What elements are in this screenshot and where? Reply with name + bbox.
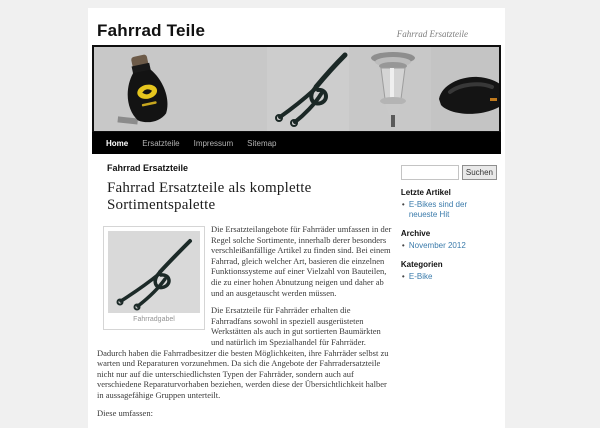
category-link[interactable]: E-Bike <box>408 272 433 281</box>
search-input[interactable] <box>401 165 459 180</box>
paragraph-2: Die Ersatzteile für Fahrräder erhalten die Fahrradfans sowohl in speziell ausgerüsteten Werkstätten als auch in gut sortierten Baumärkten und natürlich im Spezialhandel für Fahrräder. Dadurch haben die Fahrradbesitzer die besten Möglichkeiten, ihre Fahrräder selbst zu warten und Reparaturen vorzunehmen. Da sich die Angebote der Fahrradersatzteile nicht nur auf die unterschiedlichsten Typen der Fahrräder, sondern auch auf verschiedene Reparaturvorhaben beziehen, werden diese der Übersichtlichkeit halber in aussagefähige Gruppen unterteilt. <box>97 305 389 400</box>
page-container <box>88 8 505 428</box>
widget-title-archive: Archive <box>400 229 431 238</box>
entry-title: Fahrrad Ersatzteile als komplette Sortimentspalette <box>107 180 312 213</box>
list-item <box>401 241 497 251</box>
paragraph-3: Diese umfassen: <box>97 407 153 418</box>
main-navigation <box>92 132 501 154</box>
site-header <box>88 8 505 45</box>
archive-link[interactable]: November 2012 <box>408 241 466 250</box>
search-button[interactable]: Suchen <box>462 165 497 180</box>
nav-item-home[interactable]: Home <box>106 138 129 148</box>
entry-content <box>97 224 393 418</box>
list-item <box>401 272 497 282</box>
site-description: Fahrrad Ersatzteile <box>396 29 468 39</box>
recent-post-link[interactable]: E-Bikes sind der neueste Hit <box>408 200 468 219</box>
content-area <box>88 154 505 425</box>
page-title: Fahrrad Ersatzteile <box>107 163 189 173</box>
widget-title-categories: Kategorien <box>400 260 443 269</box>
search-form <box>401 165 497 180</box>
list-item <box>401 200 497 220</box>
nav-item-impressum[interactable]: Impressum <box>193 138 234 148</box>
widget-categories <box>401 260 497 282</box>
nav-item-ersatzteile[interactable]: Ersatzteile <box>142 138 180 148</box>
widget-title-recent-posts: Letzte Artikel <box>400 188 451 197</box>
banner-products-graphic <box>94 47 501 131</box>
paragraph-1: Die Ersatzteilangebote für Fahrräder umfassen in der Regel solche Sortimente, innerhalb derer besonders verschleißanfällige Artikel zu finden sind. Bei einem Fahrrad, gleich welcher Art, basieren die einzelnen Funktionssysteme auf einer Vielzahl von Bauteilen, die zu einer hohen Abnutzung neigen und daher ab und an ausgetauscht werden müssen. <box>211 224 392 298</box>
article-image-frame <box>103 226 205 330</box>
article <box>97 163 393 425</box>
site-title-link[interactable]: Fahrrad Teile <box>97 21 206 40</box>
sidebar <box>401 163 497 425</box>
fork-drawing-icon <box>108 231 200 313</box>
image-caption: Fahrradgabel <box>133 316 175 323</box>
widget-archive <box>401 229 497 251</box>
fork-image <box>108 231 200 313</box>
nav-item-sitemap[interactable]: Sitemap <box>247 138 277 148</box>
widget-recent-posts <box>401 188 497 220</box>
header-banner-image <box>92 45 501 132</box>
